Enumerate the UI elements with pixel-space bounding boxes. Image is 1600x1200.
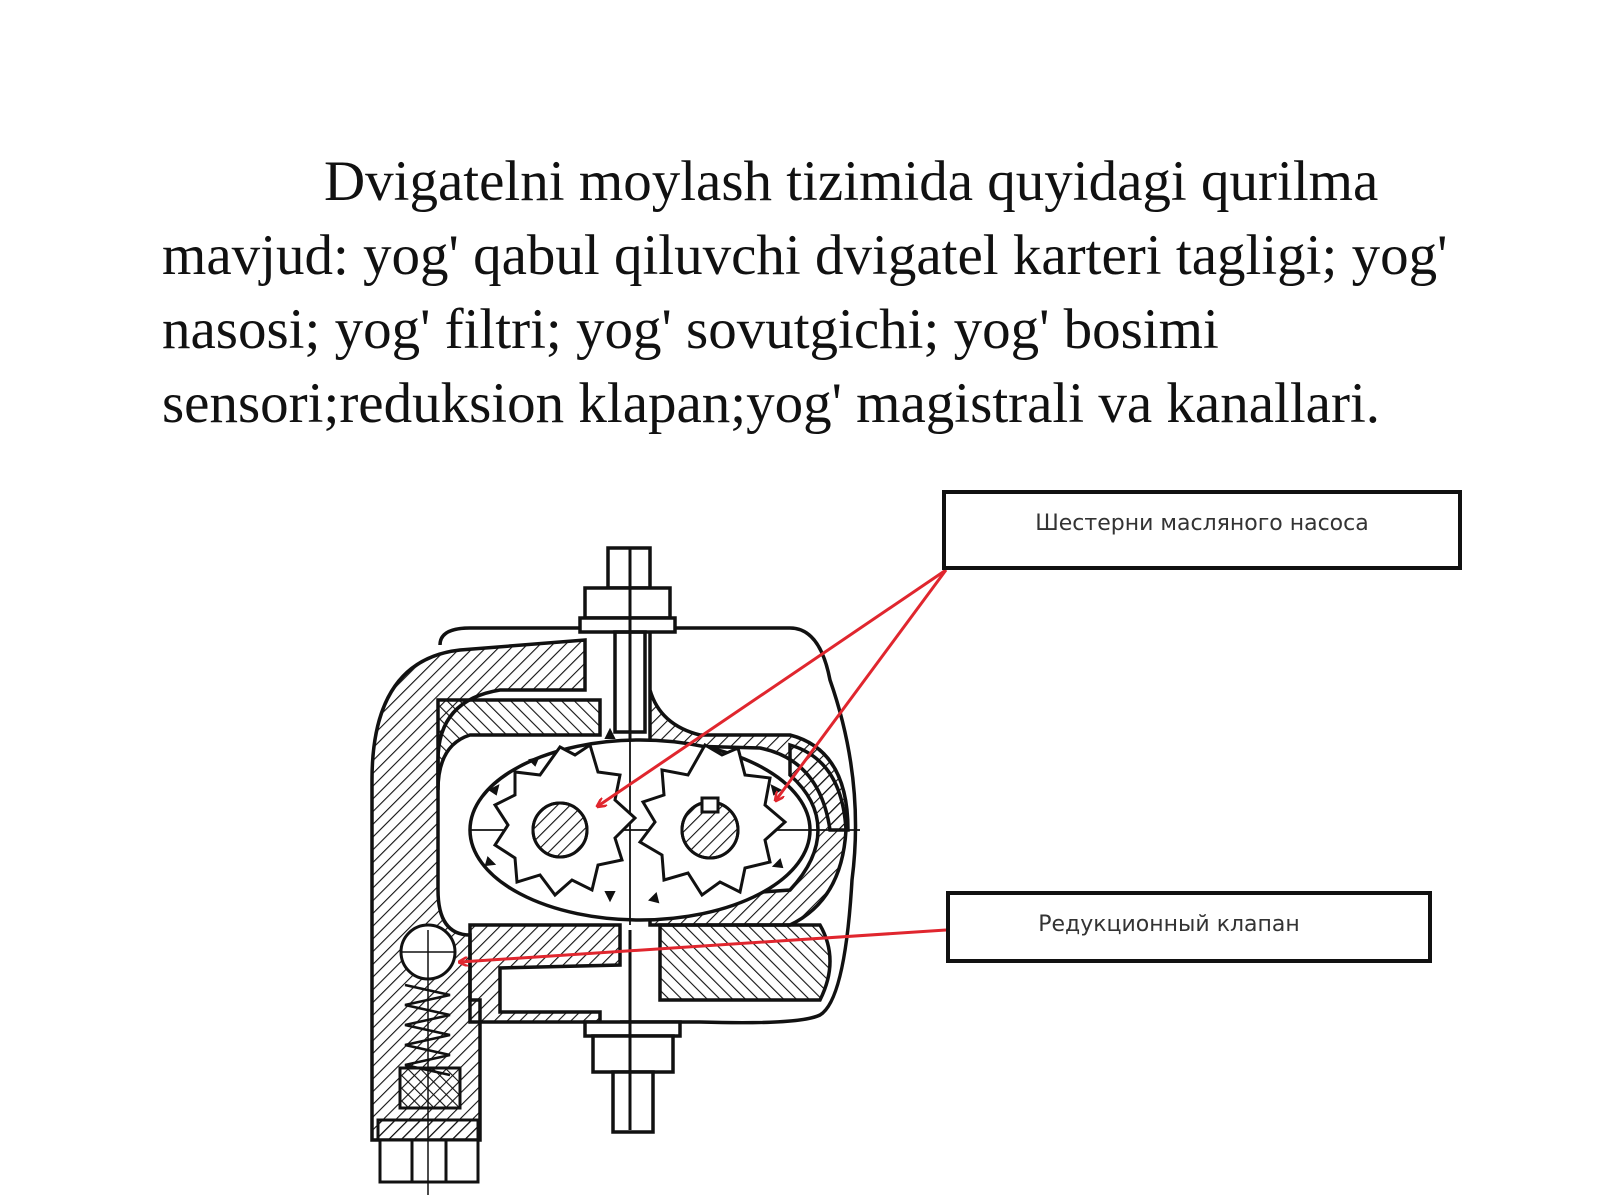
arrow-right-gear: [776, 570, 946, 800]
label-box-gears: [942, 490, 1462, 570]
label-valve: Редукционный клапан: [1038, 911, 1300, 937]
main-paragraph: Dvigatelni moylash tizimida quyidagi qurilma mavjud: yog' qabul qiluvchi dvigatel karteri tagligi; yog' nasosi; yog' filtri; yog' sovutgichi; yog' bosimi sensori;reduksion klapan;yog' magistrali va kanallari.: [162, 150, 1448, 435]
label-gears: Шестерни масляного насоса: [1035, 510, 1369, 536]
label-box-valve: [946, 891, 1432, 963]
